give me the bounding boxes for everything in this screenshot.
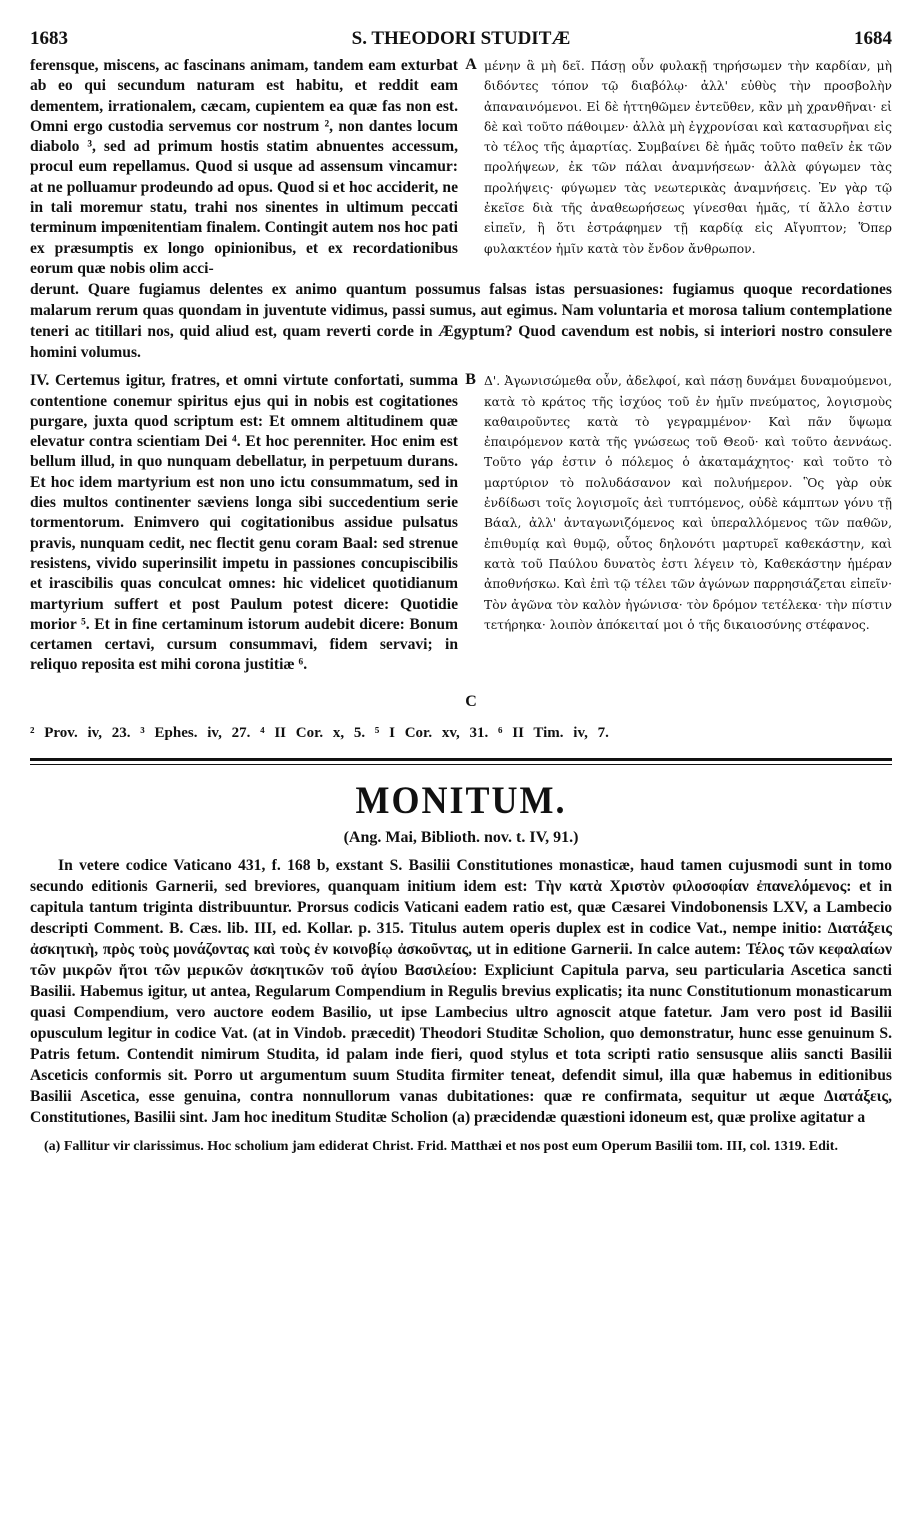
page-number-left: 1683 <box>30 28 68 49</box>
page-header <box>30 28 892 54</box>
greek-column-2: Δ'. Ἀγωνισώμεθα οὖν, ἀδελφοί, καὶ πάσῃ δυνάμει δυναμούμενοι, κατὰ τὸ κράτος τῆς ἰσχύος τοῦ ἐν ἡμῖν πνεύματος, λογισμοὺς καθαιροῦντες κατὰ τὸ γεγραμμένον· Καὶ πᾶν ὕψωμα ἐπαιρόμενον κατὰ τῆς γνώσεως τοῦ Θεοῦ· καὶ τοῦτο ἀεννάως. Τοῦτο γάρ ἐστιν ὁ πόλεμος ὁ ἀκαταμάχητος· καὶ τοῦτο τὸ μαρτύριον τὸ πολυδάσανον καὶ πολυήμερον. Ὃς γὰρ οὐκ ἐνδίδωσι τοῖς λογισμοῖς ἀεὶ τυπτόμενος, οὐδὲ κάμπτων γόνυ τῇ Βάαλ, ἀλλ' ἀνταγωνιζόμενος καὶ ὑπεραλλόμενος τῶν παθῶν, ἐπιθυμίᾳ καὶ θυμῷ, οὗτος δηλονότι μαρτυρεῖ καθεκάστην, καὶ κατὰ τοῦ Παύλου δυνατὸς ἐστι λέγειν τὸ, Καθεκάστην ἡμέραν ἀποθνήσκω. Καὶ ἐπὶ τῷ τέλει τῶν ἀγώνων παρρησιάζεται εἰπεῖν· Τὸν ἀγῶνα τὸν καλὸν ἠγώνισα· τὸν δρόμον τετέλεκα· τὴν πίστιν τετήρηκα· λοιπὸν ἀπόκειταί μοι ὁ τῆς δικαιοσύνης στέφανος. <box>484 374 892 632</box>
page-number-right: 1684 <box>854 28 892 49</box>
footnote: (a) Fallitur vir clarissimus. Hoc scholium jam ediderat Christ. Frid. Matthæi et nos post eum Operum Basilii tom. III, col. 1319. Edit. <box>44 1139 838 1155</box>
margin-marker-b: B <box>465 371 476 389</box>
greek-column-1: μένην ἃ μὴ δεῖ. Πάσῃ οὖν φυλακῇ τηρήσωμεν τὴν καρδίαν, μὴ διδόντες τόπον τῷ διαβόλῳ· ἀλλ' εὐθὺς τὴν προσβολὴν ἀπαναινόμενοι. Εἰ δὲ ἡττηθῶμεν ἐντεῦθεν, κἂν μὴ χρανθῆναι· εἰ δὲ καὶ τοῦτο πάθοιμεν· ἀλλὰ μὴ ἐγχρονίσαι καὶ κατασυρῆναι εἰς τὸ τέλος τῆς ἁμαρτίας. Συμβαίνει δὲ ἡμᾶς τοῦτο παθεῖν ἐκ τῶν προλήψεων, ἐκ τῶν πάλαι ἀναμνήσεων· ἀλλὰ φύγωμεν τὰς προλήψεις· φύγωμεν τὰς νεωτερικὰς ἀναμνήσεις. Ἐν γὰρ τῷ ἐκεῖσε διὰ τῆς ἀναθεωρήσεως γίνεσθαι ἡμᾶς, τί ἄλλο ἐστιν εἰπεῖν, ἢ ὅτι ἐστράφημεν τῇ καρδίᾳ εἰς Αἴγυπτον; Ὅπερ φυλακτέον ἡμῖν κατὰ τὸν ἔνδον ἄνθρωπον. <box>484 59 892 256</box>
running-title: S. THEODORI STUDITÆ <box>351 28 571 49</box>
section-1-columns <box>30 56 892 279</box>
latin-column-2: IV. Certemus igitur, fratres, et omni virtute confortati, summa contentione conemur spiritus ejus qui in nobis est cogitationes purgare, juxta quod scriptum est: Et omnem altitudinem quæ elevatur contra scientiam Dei ⁴. Et hoc perenniter. Hoc enim est bellum illud, in quo nunquam debellatur, in perpetuum durans. Et hoc idem martyrium est non uno ictu consummatum, sed in dies multos continenter sæviens longa sibi succedentium serie tormentorum. Enimvero qui cogitationibus assidue pulsatus pravis, nunquam cedit, nec flectit genu coram Baal: sed strenue resistens, vivido superinsilit impetu in passiones concupiscibilis et irascibilis quas conculcat omnes: hic videlicet quotidianum martyrium suffert et post Paulum potest dicere: Quotidie morior ⁵. Et in fine certaminum istorum audebit dicere: Bonum certamen certavi, cursum consummavi, fidem servavi; in reliquo reposita est mihi corona justitiæ ⁶. <box>30 372 458 674</box>
divider-thin <box>30 764 892 765</box>
margin-markers <box>465 371 477 711</box>
page <box>30 28 892 1156</box>
scripture-notes: ² Prov. iv, 23. ³ Ephes. iv, 27. ⁴ II Cor. x, 5. ⁵ I Cor. xv, 31. ⁶ II Tim. iv, 7. <box>30 725 609 742</box>
margin-marker-c: C <box>465 693 477 711</box>
monitum-text: In vetere codice Vaticano 431, f. 168 b, exstant S. Basilii Constitutiones monasticæ, haud tamen cujusmodi sunt in tomo secundo editionis Garnerii, sed breviores, quanquam initium idem est: Τὴν κατὰ Χριστὸν φιλοσοφίαν ἐπανελόμενος: et in capitula tantum triginta distribuuntur. Prorsus codicis Vaticani eadem ratio est, quæ Cæsarei Vindobonensis LXV, a Lambecio descripti Comment. B. Cæs. lib. III, ed. Kollar. p. 315. Titulus autem operis duplex est in codice Vat., nempe initio: Διατάξεις ἀσκητικὴ, πρὸς τοὺς μονάζοντας καὶ τοὺς ἐν κοινοβίῳ ἀσκοῦντας, ut in editione Garnerii. In calce autem: Τέλος τῶν κεφαλαίων τῶν μικρῶν ἤτοι τῶν μερικῶν ἀσκητικῶν τοῦ ἁγίου Βασιλείου: Expliciunt Capitula parva, seu particularia Ascetica sancti Basilii. Habemus igitur, ut antea, Regularum Compendium in Regulis brevius explicatis; ita nunc Constitutionum monasticarum quasi Compendium, vero auctore eodem Basilio, ut ipse Lambecius ultro agnoscit atque fatetur. Jam vero post id Basilii opusculum legitur in codice Vat. (at in Vindob. præcedit) Theodori Studitæ Scholion, quo demonstratur, hunc esse genuinum S. Patris fetum. Contendit nimirum Studita, id palam inde fieri, quod stylus et tota scripti ratio sensusque aliis sancti Basilii Asceticis conformis sit. Porro ut argumentum suum Studita firmiter teneat, defendit simul, illa quæ habemus in editionibus Basilii Ascetica, esse genuina, contra nonnullorum vanas dubitationes: quæ re confirmata, sequitur ut æque Διατάξεις, Constitutiones, Basilii sint. Jam hoc ineditum Studitæ Scholion (a) præcidendæ quæstioni idoneum est, quæ prolixe agitatur a <box>30 857 892 1127</box>
margin-marker-a: A <box>465 56 477 73</box>
section-2-columns <box>30 371 892 711</box>
monitum-source: (Ang. Mai, Biblioth. nov. t. IV, 91.) <box>343 829 579 847</box>
monitum-title: MONITUM. <box>355 778 567 823</box>
divider-thick <box>30 758 892 761</box>
full-width-paragraph: derunt. Quare fugiamus delentes ex animo quantum possumus falsas istas persuasiones: fugiamus quoque recordationes malarum rerum quas quondam in juventute vidimus, passi sumus, aut egimus. Nam voluntaria et morosa talium contemplatione teneri ac titillari nos, quid aliud est, quam reverti corde in Ægyptum? Quod cavendum est nobis, si interiori nostro consulere homini volumus. <box>30 281 892 362</box>
latin-column-1: ferensque, miscens, ac fascinans animam, tandem eam exturbat ab eo qui secundum naturam est habitu, et reddit eam dementem, irrationalem, cæcam, cupientem ea quæ fas non est. Omni ergo custodia servemus cor nostrum ², non dantes locum diabolo ³, sed ad primum hostis statim abnuentes accessum, procul eum repellamus. Quod si usque ad assensum vincamur: at ne polluamur prodeundo ad opus. Quod si et hoc acciderit, ne in tali moremur statu, trahi nos sinentes in ultimum peccati terminum impœnitentiam finalem. Contingit autem nos hoc pati ex præsumptis ex longo opinionibus, et ex recordationibus eorum quæ nobis olim acci- <box>30 57 458 277</box>
